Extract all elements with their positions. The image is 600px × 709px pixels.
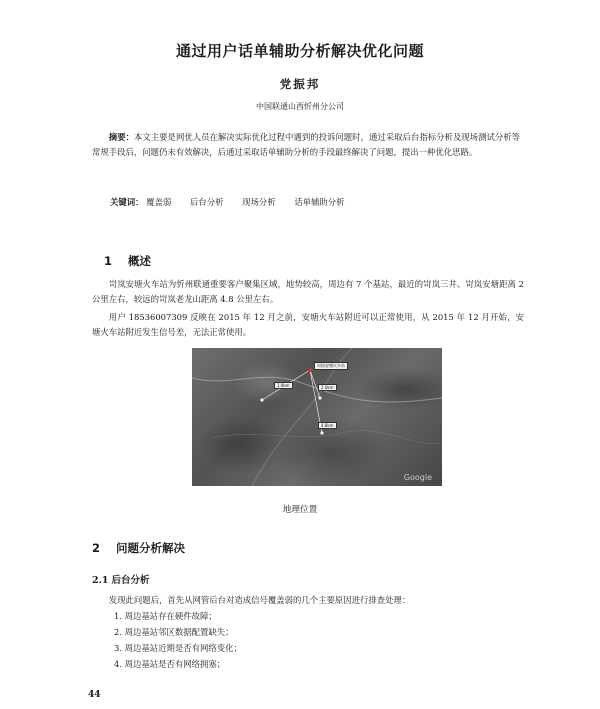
page-number: 44 [88,690,101,700]
map-label-station: 岢岚安塘火车站 [314,362,348,370]
list-item: 3. 周边基站近期是否有网络变化； [114,643,242,653]
figure-caption: 地理位置 [282,505,318,515]
station-marker [308,368,312,372]
list-item: 2. 周边基站邻区数据配置缺失； [114,627,234,637]
section-1-paragraph-2: 用户 18536007309 反映在 2015 年 12 月之前，安塘火车站附近可以正常使用，从 2015 年 12 月开始，安塘火车站附近发生信号差，无法正常使用。 [92,312,524,337]
section-2-heading [92,540,185,556]
paper-title: 通过用户话单辅助分析解决优化问题 [175,42,424,60]
author-affiliation: 中国联通山西忻州分公司 [256,102,344,111]
section-2-intro: 发现此问题后，首先从网管后台对造成信号覆盖弱的几个主要原因进行排查处理： [108,595,411,605]
map-label-distance: 4.8km [318,422,337,429]
keywords [110,196,530,208]
section-title: 问题分析解决 [116,541,185,555]
location-map-image [192,348,442,486]
section-number: 2 [92,541,101,555]
subsection-2-1-heading [92,572,150,586]
list-item: 4. 周边基站是否有网络拥塞； [114,659,226,669]
abstract-label: 摘要： [108,132,134,142]
section-number: 1 [104,254,113,268]
subsection-title: 后台分析 [111,575,150,586]
google-watermark: Google [403,473,432,482]
author-name: 党振邦 [279,77,321,91]
keyword: 话单辅助分析 [294,197,345,207]
section-1-heading [104,253,151,269]
section-title: 概述 [128,254,151,268]
keyword: 后台分析 [189,197,224,207]
map-label-distance: 2.0km [318,384,337,391]
abstract-text: 本文主要是网优人员在解决实际优化过程中遇到的投诉问题时，通过采取后台指标分析及现场测试分析等常规手段后，问题仍未有效解决，后通过采取话单辅助分析的手段最终解决了问题，提出一种优化思路。 [92,132,521,157]
map-label-distance: 1.9km [274,382,293,389]
subsection-number: 2.1 [92,575,109,586]
keyword: 现场分析 [242,197,276,207]
list-item: 1. 周边基站存在硬件故障； [114,611,217,621]
keyword: 覆盖弱 [146,197,172,207]
keywords-label: 关键词： [110,197,144,207]
abstract [92,130,520,160]
section-1-paragraph-1: 岢岚安塘火车站为忻州联通重要客户聚集区域，地势较高，周边有 7 个基站，最近的岢岚三井、岢岚安塘距离 2 公里左右，较远的岢岚老龙山距离 4.8 公里左右。 [92,279,524,304]
